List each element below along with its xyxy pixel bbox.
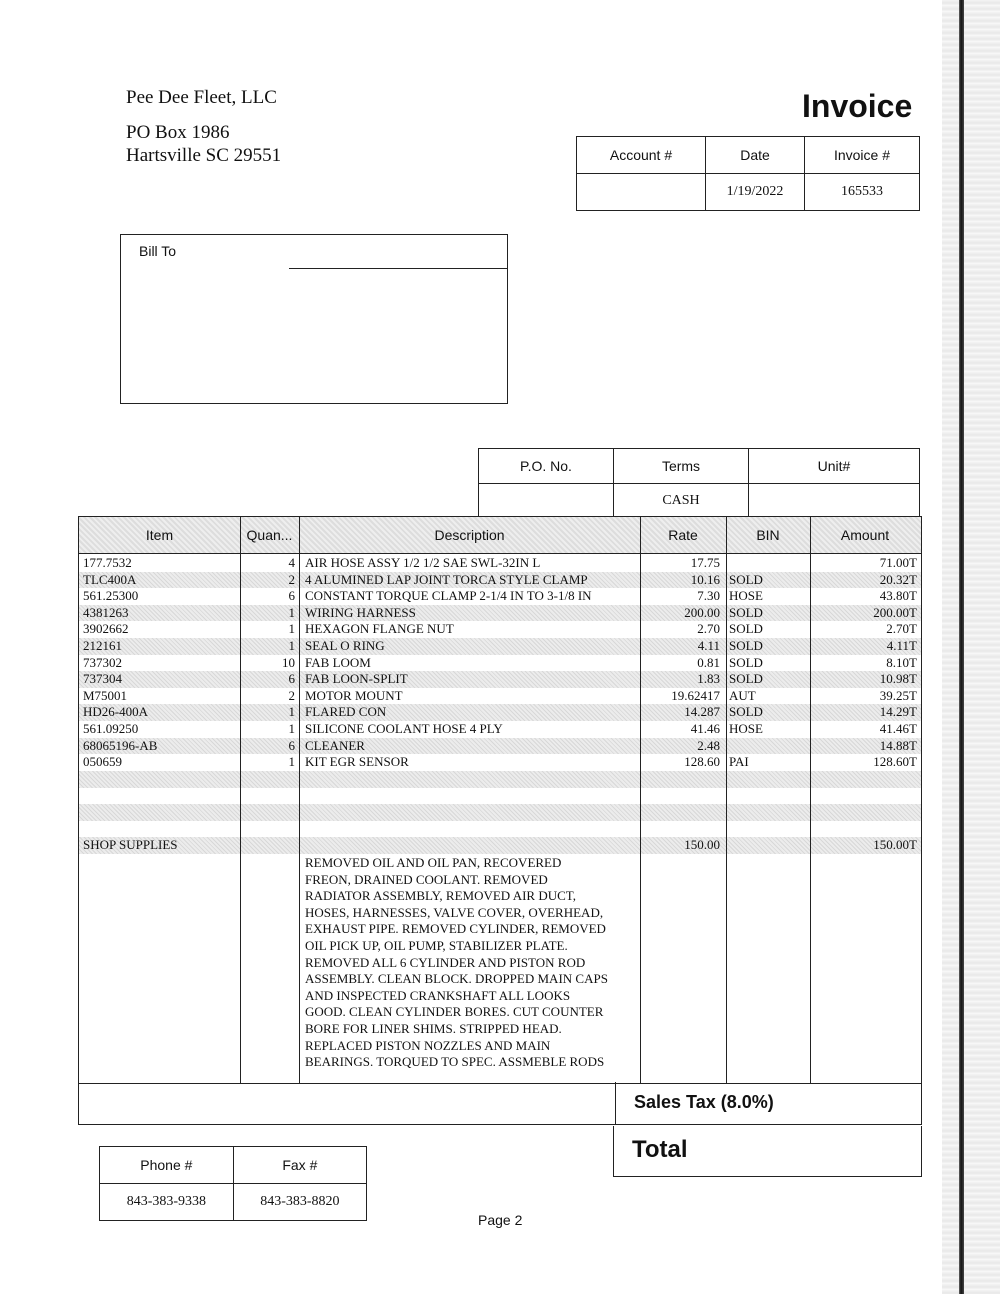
col-divider: [240, 517, 241, 1083]
line-qty: 10: [282, 654, 295, 670]
line-amount: 39.25T: [879, 687, 917, 703]
table-row: [79, 572, 921, 589]
note-line: BEARINGS. TORQUED TO SPEC. ASSMEBLE RODS: [305, 1054, 605, 1070]
line-rate: 4.11: [697, 638, 720, 653]
table-row: [79, 588, 921, 605]
fax-value: 843-383-8820: [233, 1184, 366, 1221]
bill-to-label: Bill To: [139, 243, 177, 259]
date-label: Date: [706, 137, 805, 174]
total-box: [613, 1126, 922, 1177]
line-rate: 17.75: [690, 555, 720, 570]
table-row: [79, 738, 921, 755]
shop-supplies-amount: 150.00T: [873, 837, 917, 852]
invoice-number-label: Invoice #: [805, 137, 920, 174]
line-description: FLARED CON: [305, 704, 387, 720]
note-line: FREON, DRAINED COOLANT. REMOVED: [305, 871, 548, 887]
line-rate: 1.83: [697, 671, 720, 687]
unit-label: Unit#: [749, 449, 920, 484]
company-address-1: PO Box 1986: [126, 122, 230, 143]
line-qty: 6: [288, 588, 295, 604]
line-bin: SOLD: [729, 704, 763, 720]
note-line: AND INSPECTED CRANKSHAFT ALL LOOKS: [305, 987, 571, 1003]
line-bin: SOLD: [729, 571, 763, 587]
line-item-code: 737302: [83, 654, 122, 670]
line-rate: 10.16: [690, 571, 720, 587]
line-item-code: 212161: [83, 638, 122, 653]
line-amount: 71.00T: [879, 555, 917, 570]
col-bin-header: BIN: [756, 527, 780, 543]
phone-label: Phone #: [100, 1147, 234, 1184]
bill-to-box: [120, 234, 508, 404]
total-label: Total: [632, 1136, 688, 1163]
blank-row: [79, 804, 921, 821]
note-line: REMOVED OIL AND OIL PAN, RECOVERED: [305, 855, 562, 870]
line-description: CONSTANT TORQUE CLAMP 2-1/4 IN TO 3-1/8 IN: [305, 588, 592, 604]
account-label: Account #: [577, 137, 706, 174]
line-items-table: [78, 516, 922, 1084]
sales-tax-label: Sales Tax (8.0%): [634, 1092, 774, 1112]
company-block: [126, 86, 281, 167]
line-item-code: 050659: [83, 754, 122, 770]
col-divider: [299, 517, 300, 1083]
line-item-code: M75001: [83, 687, 128, 703]
col-divider: [726, 517, 727, 1083]
phone-value: 843-383-9338: [100, 1184, 234, 1221]
line-bin: SOLD: [729, 654, 763, 670]
line-item-code: 3902662: [83, 621, 129, 637]
line-description: HEXAGON FLANGE NUT: [305, 621, 454, 637]
col-divider: [810, 517, 811, 1083]
line-description: FAB LOOM: [305, 654, 371, 670]
company-address-2: Hartsville SC 29551: [126, 145, 282, 166]
note-line: HOSES, HARNESSES, VALVE COVER, OVERHEAD,: [305, 904, 604, 920]
table-row: [79, 555, 921, 572]
line-rate: 128.60: [684, 754, 720, 770]
line-amount: 43.80T: [879, 588, 917, 604]
scanned-edge-shadow: [959, 0, 964, 1294]
line-amount: 10.98T: [879, 671, 917, 687]
line-description: WIRING HARNESS: [305, 604, 416, 620]
line-description: SEAL O RING: [305, 638, 385, 653]
table-row: [79, 721, 921, 738]
note-line: OIL PICK UP, OIL PUMP, STABILIZER PLATE.: [305, 937, 568, 953]
note-line: RADIATOR ASSEMBLY, REMOVED AIR DUCT,: [305, 888, 577, 904]
line-qty: 4: [288, 555, 295, 570]
line-amount: 128.60T: [873, 754, 917, 770]
table-row: [79, 754, 921, 771]
bill-to-line: [289, 268, 507, 269]
sales-tax-cell: [615, 1082, 922, 1124]
line-qty: 1: [288, 721, 295, 736]
line-item-code: 561.25300: [83, 588, 139, 604]
scanned-page-edge: [942, 0, 1000, 1294]
table-row: [79, 655, 921, 672]
note-line: REMOVED ALL 6 CYLINDER AND PISTON ROD: [305, 954, 586, 970]
unit-value: [749, 484, 920, 519]
table-row: [79, 605, 921, 622]
terms-value: CASH: [614, 484, 749, 519]
line-amount: 8.10T: [886, 654, 917, 670]
table-row: [79, 704, 921, 721]
line-description: FAB LOON-SPLIT: [305, 671, 408, 687]
line-qty: 1: [288, 638, 295, 653]
line-amount: 14.88T: [879, 737, 917, 753]
date-value: 1/19/2022: [706, 174, 805, 211]
line-item-code: 561.09250: [83, 721, 139, 736]
line-item-code: 177.7532: [83, 555, 132, 570]
line-item-code: TLC400A: [83, 571, 137, 587]
line-amount: 14.29T: [879, 704, 917, 720]
account-value: [577, 174, 706, 211]
line-rate: 0.81: [697, 654, 720, 670]
note-line: ASSEMBLY. CLEAN BLOCK. DROPPED MAIN CAPS: [305, 971, 608, 987]
note-line: GOOD. CLEAN CYLINDER BORES. CUT COUNTER: [305, 1004, 604, 1020]
line-amount: 2.70T: [886, 621, 917, 637]
contact-table: [99, 1146, 367, 1221]
line-amount: 200.00T: [873, 604, 917, 620]
line-bin: HOSE: [729, 721, 763, 736]
line-qty: 2: [288, 571, 295, 587]
line-item-code: 737304: [83, 671, 122, 687]
table-row: [79, 621, 921, 638]
line-amount: 20.32T: [879, 571, 917, 587]
line-description: CLEANER: [305, 737, 365, 753]
table-row: [79, 671, 921, 688]
line-description: KIT EGR SENSOR: [305, 754, 409, 770]
line-item-code: 4381263: [83, 604, 129, 620]
po-value: [479, 484, 614, 519]
invoice-number-value: 165533: [805, 174, 920, 211]
line-description: SILICONE COOLANT HOSE 4 PLY: [305, 721, 503, 736]
line-description: AIR HOSE ASSY 1/2 1/2 SAE SWL-32IN L: [305, 555, 541, 570]
line-qty: 1: [288, 754, 295, 770]
line-description: MOTOR MOUNT: [305, 687, 403, 703]
sales-tax-row: [78, 1082, 922, 1125]
po-label: P.O. No.: [479, 449, 614, 484]
line-qty: 1: [288, 621, 295, 637]
note-line: BORE FOR LINER SHIMS. STRIPPED HEAD.: [305, 1020, 562, 1036]
line-item-code: 68065196-AB: [83, 737, 158, 753]
line-bin: SOLD: [729, 638, 763, 653]
blank-row: [79, 771, 921, 788]
line-rate: 7.30: [697, 588, 720, 604]
line-bin: HOSE: [729, 588, 763, 604]
line-rate: 200.00: [684, 604, 720, 620]
fax-label: Fax #: [233, 1147, 366, 1184]
invoice-header-table: [576, 136, 920, 211]
col-desc-header: Description: [434, 527, 505, 543]
company-name: Pee Dee Fleet, LLC: [126, 87, 277, 108]
col-divider: [640, 517, 641, 1083]
page-number: Page 2: [478, 1212, 523, 1228]
col-rate-header: Rate: [668, 527, 698, 543]
invoice-title: Invoice: [802, 88, 913, 124]
line-rate: 2.70: [697, 621, 720, 637]
line-rate: 41.46: [690, 721, 720, 736]
line-rate: 19.62417: [671, 687, 720, 703]
line-qty: 2: [288, 687, 295, 703]
note-line: EXHAUST PIPE. REMOVED CYLINDER, REMOVED: [305, 921, 606, 937]
line-qty: 1: [288, 604, 295, 620]
line-rate: 14.287: [684, 704, 720, 720]
line-qty: 6: [288, 737, 295, 753]
line-amount: 41.46T: [879, 721, 917, 736]
line-bin: SOLD: [729, 671, 763, 687]
table-row: [79, 688, 921, 705]
work-notes: [305, 855, 645, 1071]
line-description: 4 ALUMINED LAP JOINT TORCA STYLE CLAMP: [305, 571, 588, 587]
line-amount: 4.11T: [886, 638, 917, 653]
shop-supplies-rate: 150.00: [684, 837, 720, 852]
line-rate: 2.48: [697, 737, 720, 753]
po-terms-table: [478, 448, 920, 519]
table-row: [79, 638, 921, 655]
shop-supplies-row: [79, 837, 921, 854]
line-item-code: HD26-400A: [83, 704, 148, 720]
col-amount-header: Amount: [840, 527, 890, 543]
line-items-header: [79, 517, 921, 554]
line-bin: PAI: [729, 754, 749, 770]
col-item-header: Item: [145, 527, 174, 543]
line-bin: SOLD: [729, 621, 763, 637]
line-bin: AUT: [729, 687, 756, 703]
col-qty-header: Quan...: [246, 527, 293, 543]
terms-label: Terms: [614, 449, 749, 484]
line-qty: 1: [288, 704, 295, 720]
line-qty: 6: [288, 671, 295, 687]
line-bin: SOLD: [729, 604, 763, 620]
shop-supplies-item: SHOP SUPPLIES: [83, 837, 178, 852]
note-line: REPLACED PISTON NOZZLES AND MAIN: [305, 1037, 551, 1053]
